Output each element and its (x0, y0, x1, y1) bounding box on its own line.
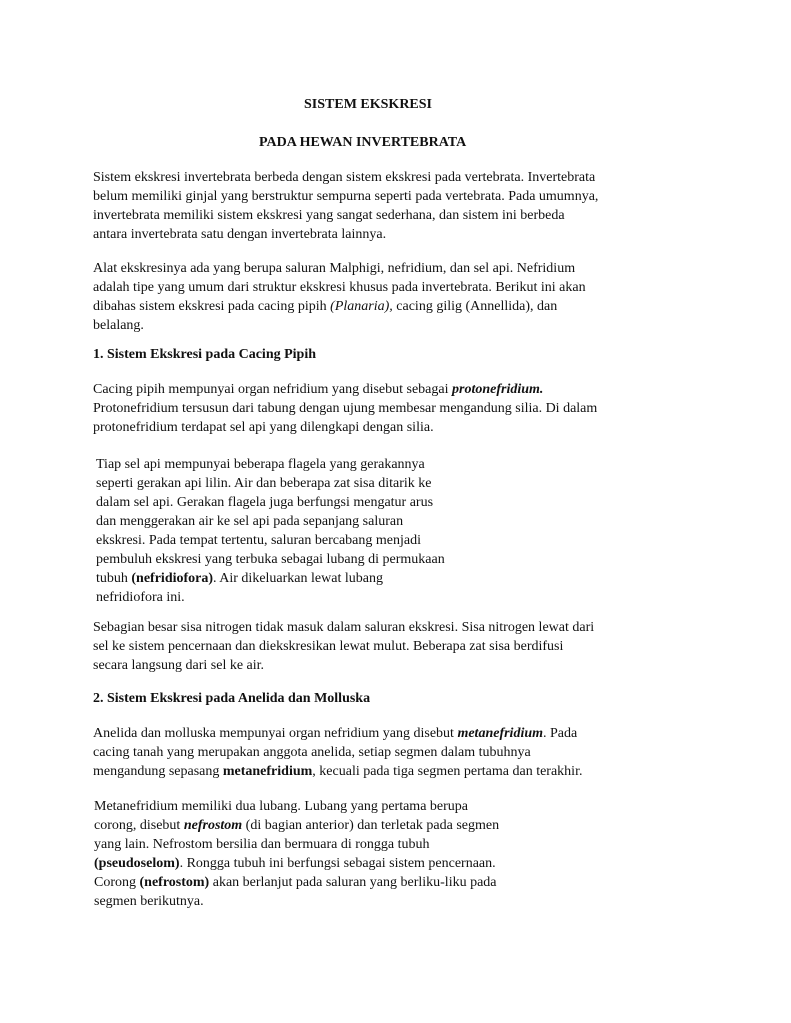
text-run: (di bagian anterior) dan terletak pada segmen (242, 818, 500, 833)
paragraph-line: seperti gerakan api lilin. Air dan beberapa zat sisa ditarik ke (96, 476, 432, 491)
alat-ekskresi-paragraph (93, 259, 586, 335)
paragraph-line: dalam sel api. Gerakan flagela juga berfungsi mengatur arus (96, 495, 434, 510)
document-subtitle: PADA HEWAN INVERTEBRATA (259, 135, 467, 150)
paragraph-line (96, 569, 445, 588)
section-2-paragraph-2 (94, 797, 499, 911)
intro-paragraph (93, 168, 598, 244)
paragraph-line: cacing tanah yang merupakan anggota anelida, setiap segmen dalam tubuhnya (93, 745, 531, 760)
paragraph-line (93, 297, 586, 316)
paragraph-line (94, 854, 499, 873)
paragraph-line: nefridiofora ini. (96, 590, 185, 605)
section-1-paragraph-3 (93, 618, 594, 675)
paragraph-line: protonefridium terdapat sel api yang dilengkapi dengan silia. (93, 420, 434, 435)
text-run: . Rongga tubuh ini berfungsi sebagai sistem pencernaan. (179, 856, 496, 871)
text-run: , kecuali pada tiga segmen pertama dan terakhir. (312, 764, 583, 779)
bold-term: (nefridiofora) (131, 571, 214, 586)
intro-line: Sistem ekskresi invertebrata berbeda dengan sistem ekskresi pada vertebrata. Invertebrata (93, 170, 596, 185)
paragraph-line: Protonefridium tersusun dari tabung dengan ujung membesar mengandung silia. Di dalam (93, 401, 598, 416)
section-1-paragraph-2 (96, 455, 445, 607)
paragraph-line: ekskresi. Pada tempat tertentu, saluran bercabang menjadi (96, 533, 421, 548)
paragraph-line (93, 762, 582, 781)
paragraph-line (93, 380, 597, 399)
text-run: . Air dikeluarkan lewat lubang (213, 571, 383, 586)
paragraph-line: Alat ekskresinya ada yang berupa saluran Malphigi, nefridium, dan sel api. Nefridium (93, 261, 576, 276)
text-run: cacing gilig (Annellida), dan (392, 299, 558, 314)
paragraph-line (94, 816, 499, 835)
paragraph-line: Tiap sel api mempunyai beberapa flagela yang gerakannya (96, 457, 425, 472)
text-run: mengandung sepasang (93, 764, 223, 779)
paragraph-line: yang lain. Nefrostom bersilia dan bermuara di rongga tubuh (94, 837, 430, 852)
bold-term: metanefridium (222, 764, 313, 779)
bold-italic-term: metanefridium (457, 726, 544, 741)
bold-term: (pseudoselom) (94, 856, 180, 871)
paragraph-line: pembuluh ekskresi yang terbuka sebagai lubang di permukaan (96, 552, 445, 567)
text-run: tubuh (96, 571, 132, 586)
paragraph-line (94, 873, 499, 892)
paragraph-line: dan menggerakan air ke sel api pada sepanjang saluran (96, 514, 404, 529)
paragraph-line: Sebagian besar sisa nitrogen tidak masuk dalam saluran ekskresi. Sisa nitrogen lewat dari (93, 620, 595, 635)
intro-line: antara invertebrata satu dengan invertebrata lainnya. (93, 227, 387, 242)
paragraph-line: adalah tipe yang umum dari struktur ekskresi khusus pada invertebrata. Berikut ini akan (93, 280, 586, 295)
paragraph-line: belalang. (93, 318, 144, 333)
bold-italic-term: nefrostom (183, 818, 243, 833)
section-1-heading: 1. Sistem Ekskresi pada Cacing Pipih (93, 347, 317, 362)
paragraph-line (93, 724, 582, 743)
intro-line: belum memiliki ginjal yang berstruktur sempurna seperti pada vertebrata. Pada umumnya, (93, 189, 599, 204)
text-run: corong, disebut (94, 818, 184, 833)
text-run: akan berlanjut pada saluran yang berliku-liku pada (209, 875, 497, 890)
italic-term: (Planaria), (330, 299, 393, 314)
section-2-paragraph-1 (93, 724, 582, 781)
section-2-heading: 2. Sistem Ekskresi pada Anelida dan Molluska (93, 691, 371, 706)
text-run: dibahas sistem ekskresi pada cacing pipih (93, 299, 331, 314)
paragraph-line: sel ke sistem pencernaan dan diekskresikan lewat mulut. Beberapa zat sisa berdifusi (93, 639, 564, 654)
bold-italic-term: protonefridium. (452, 382, 544, 397)
text-run: Corong (94, 875, 140, 890)
paragraph-line: Metanefridium memiliki dua lubang. Lubang yang pertama berupa (94, 799, 468, 814)
paragraph-line: segmen berikutnya. (94, 894, 204, 909)
intro-line: invertebrata memiliki sistem ekskresi yang sangat sederhana, dan sistem ini berbeda (93, 208, 565, 223)
section-1-paragraph-1 (93, 380, 597, 437)
text-run: Anelida dan molluska mempunyai organ nefridium yang disebut (93, 726, 458, 741)
document-title: SISTEM EKSKRESI (304, 97, 432, 112)
paragraph-line: secara langsung dari sel ke air. (93, 658, 265, 673)
text-run: . Pada (543, 726, 578, 741)
text-run: Cacing pipih mempunyai organ nefridium yang disebut sebagai (93, 382, 452, 397)
bold-term: (nefrostom) (139, 875, 210, 890)
